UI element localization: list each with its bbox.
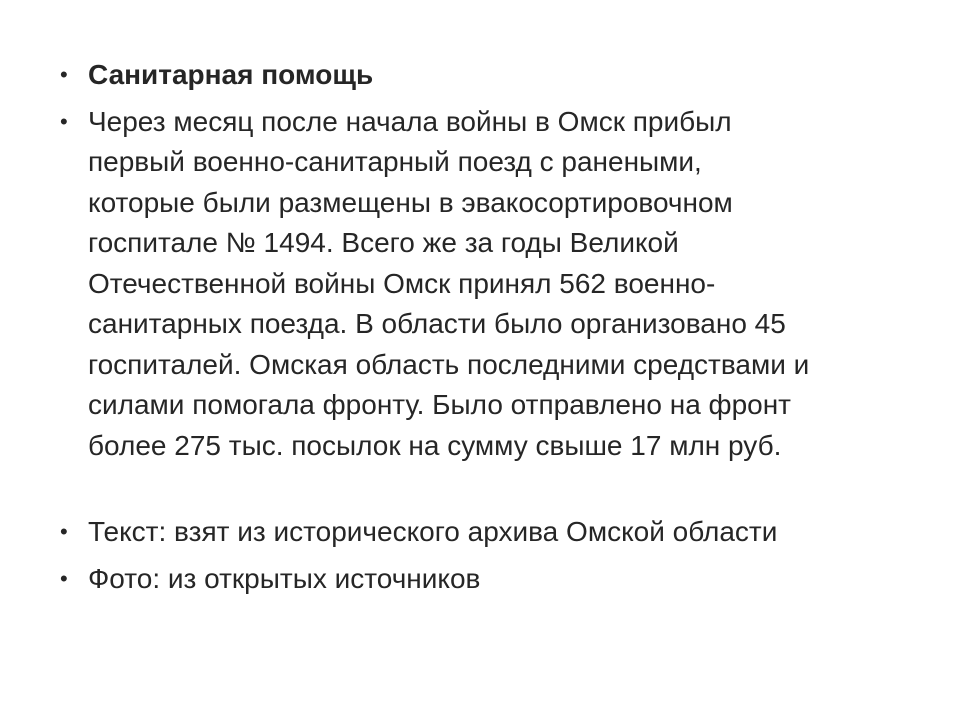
bullet-photo [60,559,920,600]
paragraph-line: Через месяц после начала войны в Омск прибыл [88,105,732,137]
bullet-dot-icon: • [60,519,68,544]
bullet-dot-icon: • [60,62,68,87]
bullet-dot-icon: • [60,108,68,134]
heading-text: Санитарная помощь [88,59,374,90]
paragraph-line: которые были размещены в эвакосортировочном [88,186,733,218]
paragraph-line: первый военно-санитарный поезд с ранеными, [88,146,702,177]
bullet-source [60,512,920,553]
bullet-heading [60,55,920,96]
paragraph-line: санитарных поезда. В области было организовано 45 [88,308,786,339]
photo-text: Фото: из открытых источников [88,562,481,594]
bullet-paragraph [60,102,920,467]
paragraph-line: госпиталей. Омская область последними средствами и [88,348,810,380]
paragraph-line: Отечественной войны Омск принял 562 военно- [88,267,716,299]
paragraph-line: более 275 тыс. посылок на сумму свыше 17 млн руб. [88,429,782,461]
source-text: Текст: взят из исторического архива Омской области [88,516,778,547]
bullet-list [60,55,920,599]
paragraph-text [88,102,920,467]
bullet-dot-icon: • [60,565,68,591]
paragraph-line: госпитале № 1494. Всего же за годы Великой [88,227,679,258]
paragraph-line: силами помогала фронту. Было отправлено на фронт [88,389,792,420]
